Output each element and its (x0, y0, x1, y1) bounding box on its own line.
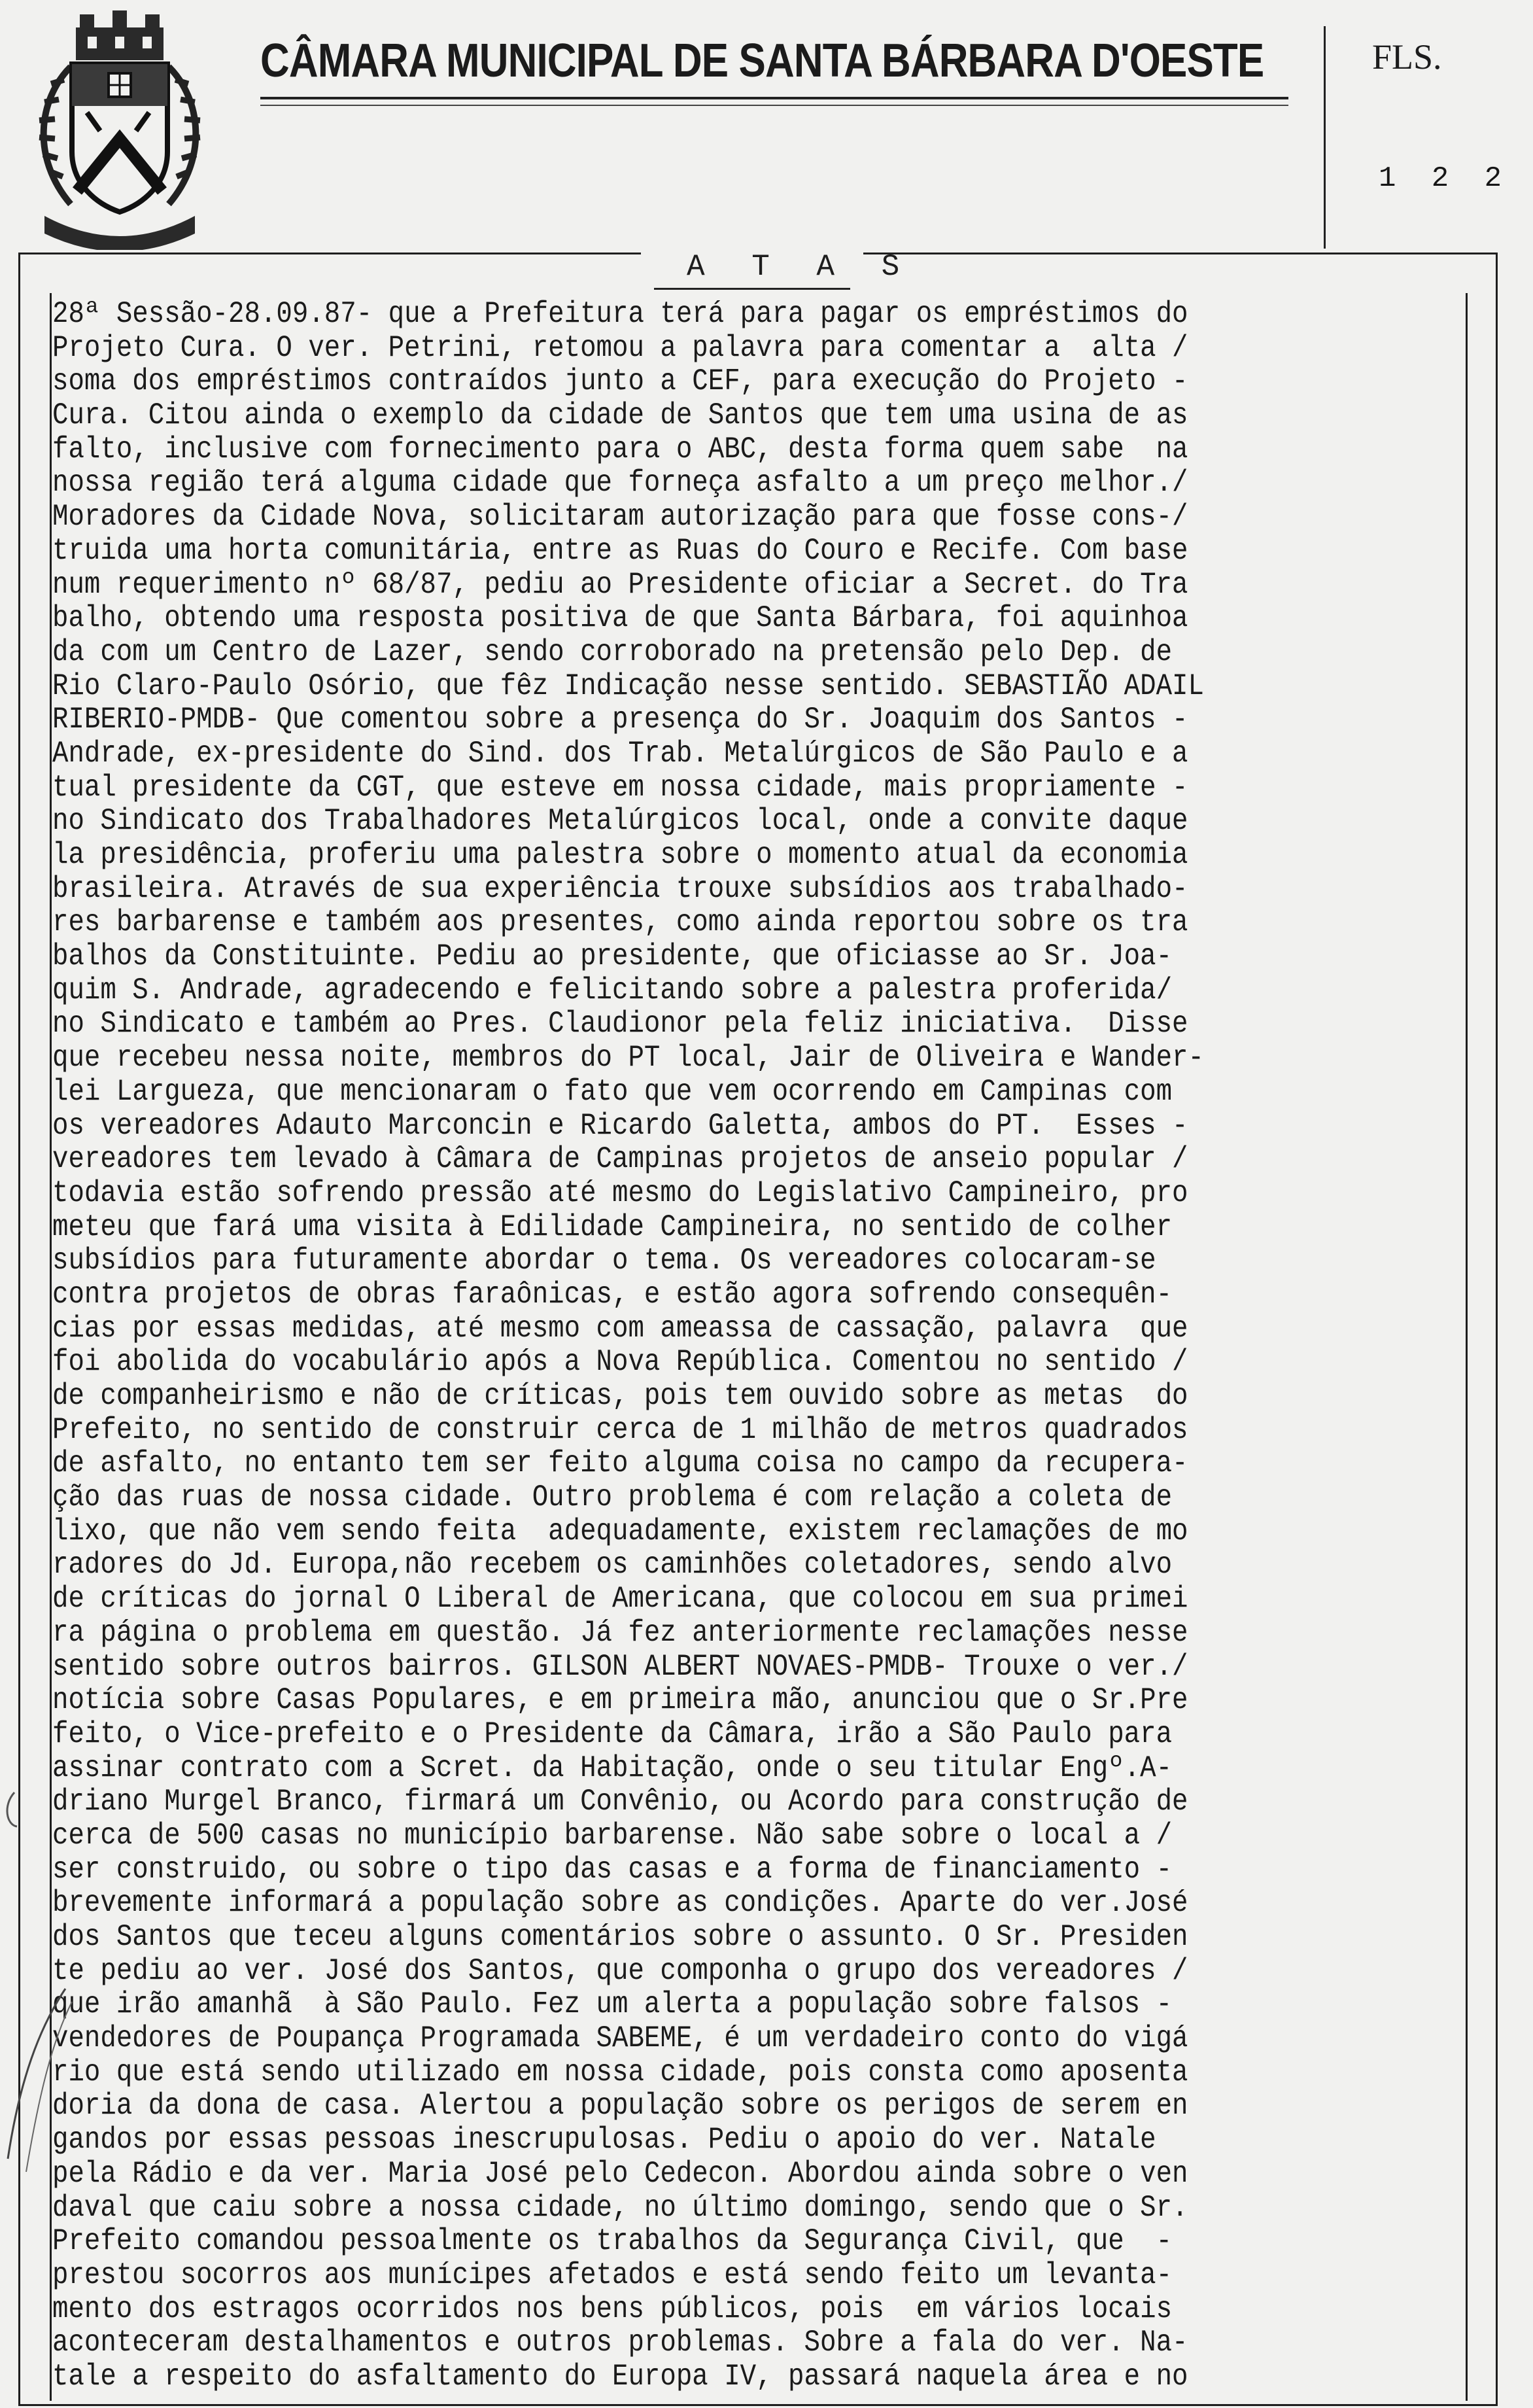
municipal-crest-icon (25, 8, 215, 250)
text-line: res barbarense e também aos presentes, como ainda reportou sobre os tra (52, 905, 1188, 940)
text-line: Rio Claro-Paulo Osório, que fêz Indicação nesse sentido. SEBASTIÃO ADAIL (52, 669, 1204, 703)
text-line: todavia estão sofrendo pressão até mesmo do Legislativo Campineiro, pro (52, 1176, 1188, 1210)
chamber-title: CÂMARA MUNICIPAL DE SANTA BÁRBARA D'OESTE (260, 35, 1264, 87)
text-line: mento dos estragos ocorridos nos bens públicos, pois em vários locais (52, 2292, 1173, 2326)
title-underline-secondary (260, 105, 1288, 106)
text-line: Prefeito, no sentido de construir cerca de 1 milhão de metros quadrados (52, 1412, 1188, 1447)
text-line: notícia sobre Casas Populares, e em primeira mão, anunciou que o Sr.Pre (52, 1683, 1188, 1718)
text-line: no Sindicato dos Trabalhadores Metalúrgicos local, onde a convite daque (52, 804, 1188, 839)
text-line: que irão amanhã à São Paulo. Fez um alerta a população sobre falsos - (52, 1987, 1173, 2022)
text-line: ra página o problema em questão. Já fez anteriormente reclamações nesse (52, 1615, 1188, 1650)
text-line: sentido sobre outros bairros. GILSON ALBERT NOVAES-PMDB- Trouxe o ver./ (52, 1649, 1188, 1684)
text-line: brasileira. Através de sua experiência trouxe subsídios aos trabalhado- (52, 871, 1188, 906)
text-line: da com um Centro de Lazer, sendo corroborado na pretensão pelo Dep. de (52, 635, 1173, 669)
text-line: Projeto Cura. O ver. Petrini, retomou a palavra para comentar a alta / (52, 330, 1188, 365)
text-line: de críticas do jornal O Liberal de Americana, que colocou em sua primei (52, 1582, 1188, 1616)
text-line: Prefeito comandou pessoalmente os trabalhos da Segurança Civil, que - (52, 2224, 1173, 2259)
text-line: balhos da Constituinte. Pediu ao presidente, que oficiasse ao Sr. Joa- (52, 939, 1173, 974)
text-line: Moradores da Cidade Nova, solicitaram autorização para que fosse cons-/ (52, 500, 1188, 534)
text-line: feito, o Vice-prefeito e o Presidente da Câmara, irão a São Paulo para (52, 1717, 1173, 1751)
text-line: daval que caiu sobre a nossa cidade, no último domingo, sendo que o Sr. (52, 2190, 1188, 2225)
text-line: vendedores de Poupança Programada SABEME, é um verdadeiro conto do vigá (52, 2021, 1188, 2056)
text-line: rio que está sendo utilizado em nossa cidade, pois consta como aposenta (52, 2055, 1188, 2089)
text-line: assinar contrato com a Scret. da Habitação, onde o seu titular Engº.A- (52, 1751, 1173, 1785)
text-line: driano Murgel Branco, firmará um Convênio, ou Acordo para construção de (52, 1785, 1188, 1819)
text-line: meteu que fará uma visita à Edilidade Campineira, no sentido de colher (52, 1210, 1173, 1244)
text-line: pela Rádio e da ver. Maria José pelo Cedecon. Abordou ainda sobre o ven (52, 2156, 1188, 2191)
text-line: de companheirismo e não de críticas, pois tem ouvido sobre as metas do (52, 1379, 1188, 1413)
text-line: tale a respeito do asfaltamento do Europa IV, passará naquela área e no (52, 2359, 1188, 2394)
text-line: de asfalto, no entanto tem ser feito alguma coisa no campo da recupera- (52, 1446, 1188, 1481)
text-line: truida uma horta comunitária, entre as Ruas do Couro e Recife. Com base (52, 533, 1188, 568)
text-line: 28ª Sessão-28.09.87- que a Prefeitura terá para pagar os empréstimos do (52, 297, 1188, 331)
text-line: ção das ruas de nossa cidade. Outro problema é com relação a coleta de (52, 1480, 1173, 1515)
text-line: num requerimento nº 68/87, pediu ao Presidente oficiar a Secret. do Tra (52, 567, 1188, 602)
text-line: radores do Jd. Europa,não recebem os caminhões coletadores, sendo alvo (52, 1548, 1173, 1582)
text-line: aconteceram destalhamentos e outros problemas. Sobre a fala do ver. Na- (52, 2326, 1188, 2360)
text-line: Andrade, ex-presidente do Sind. dos Trab. Metalúrgicos de São Paulo e a (52, 736, 1188, 771)
text-line: lei Largueza, que mencionaram o fato que vem ocorrendo em Campinas com (52, 1074, 1173, 1109)
text-line: os vereadores Adauto Marconcin e Ricardo Galetta, ambos do PT. Esses - (52, 1108, 1188, 1143)
text-line: balho, obtendo uma resposta positiva de que Santa Bárbara, foi aquinhoa (52, 601, 1188, 636)
text-line: la presidência, proferiu uma palestra sobre o momento atual da economia (52, 838, 1188, 872)
text-line: cerca de 500 casas no município barbarense. Não sabe sobre o local a / (52, 1818, 1173, 1853)
text-line: contra projetos de obras faraônicas, e estão agora sofrendo consequên- (52, 1277, 1173, 1312)
minutes-body (52, 298, 1204, 2394)
fls-label: FLS. (1372, 37, 1442, 77)
handwritten-margin-mark-icon (0, 1753, 78, 2178)
text-line: soma dos empréstimos contraídos junto a CEF, para execução do Projeto - (52, 364, 1188, 399)
text-line: no Sindicato e também ao Pres. Claudionor pela feliz iniciativa. Disse (52, 1007, 1188, 1041)
text-line: tual presidente da CGT, que esteve em nossa cidade, mais propriamente - (52, 770, 1188, 805)
text-line: prestou socorros aos munícipes afetados e está sendo feito um levanta- (52, 2258, 1173, 2292)
section-label: A T A S (687, 250, 914, 284)
header-divider (1324, 26, 1326, 249)
text-line: vereadores tem levado à Câmara de Campinas projetos de anseio popular / (52, 1142, 1188, 1177)
title-underline (260, 97, 1288, 99)
text-line: Cura. Citou ainda o exemplo da cidade de Santos que tem uma usina de as (52, 398, 1188, 433)
text-line: falto, inclusive com fornecimento para o ABC, desta forma quem sabe na (52, 432, 1188, 466)
text-line: ser construido, ou sobre o tipo das casas e a forma de financiamento - (52, 1852, 1173, 1887)
section-label-underline (654, 288, 850, 290)
text-line: subsídios para futuramente abordar o tema. Os vereadores colocaram-se (52, 1244, 1156, 1278)
text-line: RIBERIO-PMDB- Que comentou sobre a presença do Sr. Joaquim dos Santos - (52, 703, 1188, 737)
text-line: foi abolida do vocabulário após a Nova República. Comentou no sentido / (52, 1345, 1188, 1380)
text-line: quim S. Andrade, agradecendo e felicitando sobre a palestra proferida/ (52, 973, 1173, 1007)
text-line: dos Santos que teceu alguns comentários sobre o assunto. O Sr. Presiden (52, 1920, 1188, 1954)
text-line: que recebeu nessa noite, membros do PT local, Jair de Oliveira e Wander- (52, 1041, 1204, 1075)
text-line: doria da dona de casa. Alertou a população sobre os perigos de serem en (52, 2089, 1188, 2123)
text-line: gandos por essas pessoas inescrupulosas. Pediu o apoio do ver. Natale (52, 2123, 1156, 2157)
text-line: te pediu ao ver. José dos Santos, que componha o grupo dos vereadores / (52, 1953, 1188, 1988)
text-line: nossa região terá alguma cidade que forneça asfalto a um preço melhor./ (52, 466, 1188, 500)
page-number: 1 2 2 (1379, 162, 1511, 195)
text-line: lixo, que não vem sendo feita adequadamente, existem reclamações de mo (52, 1514, 1188, 1548)
text-line: cias por essas medidas, até mesmo com ameassa de cassação, palavra que (52, 1311, 1188, 1346)
text-line: brevemente informará a população sobre as condições. Aparte do ver.José (52, 1886, 1188, 1921)
